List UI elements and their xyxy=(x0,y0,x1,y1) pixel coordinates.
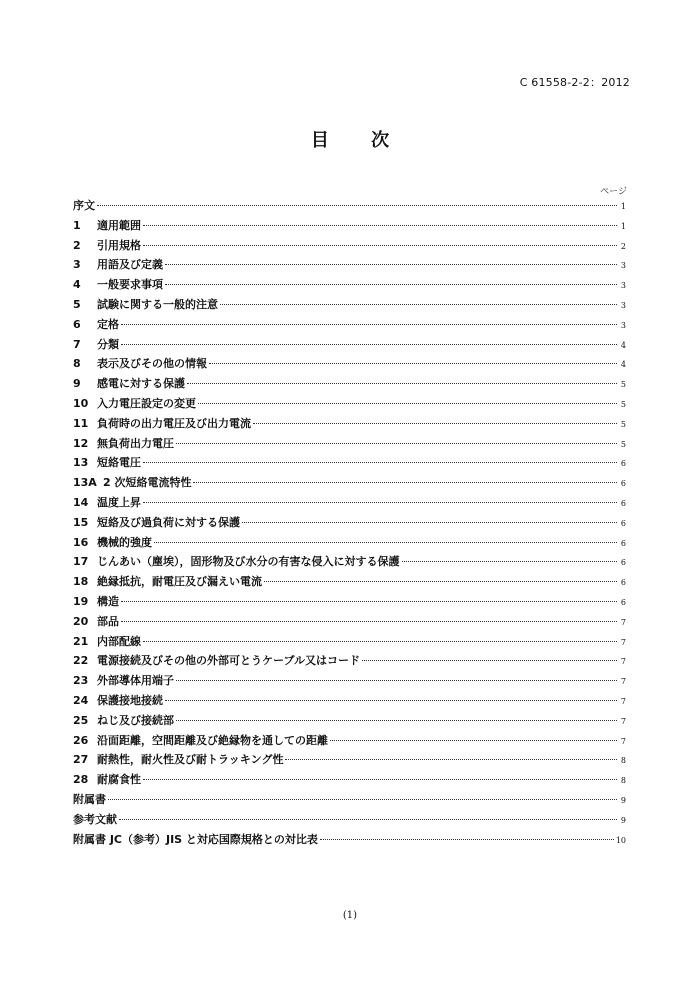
table-of-contents xyxy=(73,197,626,850)
page-title: 目 次 xyxy=(310,130,408,151)
toc-entry[interactable] xyxy=(73,831,626,851)
toc-entry-label: 附属書 xyxy=(73,792,106,806)
dot-leader xyxy=(121,344,617,345)
dot-leader xyxy=(121,621,617,622)
toc-entry-page: 6 xyxy=(620,538,626,548)
toc-entry-page: 5 xyxy=(620,439,626,449)
toc-entry-label: 絶縁抵抗，耐電圧及び漏えい電流 xyxy=(97,575,262,589)
toc-entry[interactable] xyxy=(73,672,626,692)
toc-entry-number: 20 xyxy=(73,614,89,628)
dot-leader xyxy=(220,304,617,305)
toc-entry-page: 5 xyxy=(620,419,626,429)
toc-entry-number: 18 xyxy=(73,575,89,589)
toc-entry-number: 26 xyxy=(73,733,89,747)
toc-entry-label: 構造 xyxy=(97,594,119,608)
toc-entry[interactable] xyxy=(73,534,626,554)
toc-entry-label: 分類 xyxy=(97,337,119,351)
toc-entry-label: 一般要求事項 xyxy=(97,278,163,292)
dot-leader xyxy=(320,839,614,840)
toc-entry[interactable] xyxy=(73,494,626,514)
toc-entry-page: 3 xyxy=(620,300,626,310)
toc-entry-number: 7 xyxy=(73,337,81,351)
toc-entry-page: 3 xyxy=(620,320,626,330)
toc-entry-label: 耐熱性，耐火性及び耐トラッキング性 xyxy=(97,753,284,767)
toc-entry-page: 7 xyxy=(620,657,626,667)
toc-entry-label: 負荷時の出力電圧及び出力電流 xyxy=(97,416,251,430)
dot-leader xyxy=(330,740,617,741)
toc-entry-page: 7 xyxy=(620,677,626,687)
dot-leader xyxy=(176,680,617,681)
toc-entry-number: 19 xyxy=(73,594,89,608)
toc-entry[interactable] xyxy=(73,553,626,573)
toc-entry-page: 6 xyxy=(620,479,626,489)
dot-leader xyxy=(187,383,617,384)
toc-entry-label: 外部導体用端子 xyxy=(97,674,174,688)
dot-leader xyxy=(108,799,617,800)
toc-entry-page: 8 xyxy=(620,776,626,786)
toc-entry-label: 定格 xyxy=(97,317,119,331)
toc-entry-page: 7 xyxy=(620,716,626,726)
toc-entry[interactable] xyxy=(73,237,626,257)
toc-entry[interactable] xyxy=(73,395,626,415)
toc-entry-page: 7 xyxy=(620,617,626,627)
dot-leader xyxy=(97,205,617,206)
dot-leader xyxy=(154,542,617,543)
toc-entry-label: 保護接地接続 xyxy=(97,693,163,707)
toc-entry[interactable] xyxy=(73,771,626,791)
toc-entry-page: 6 xyxy=(620,518,626,528)
toc-entry-label: じんあい（塵埃），固形物及び水分の有害な侵入に対する保護 xyxy=(97,555,400,569)
toc-entry[interactable] xyxy=(73,811,626,831)
toc-entry[interactable] xyxy=(73,336,626,356)
toc-entry-page: 8 xyxy=(620,756,626,766)
dot-leader xyxy=(165,700,617,701)
toc-entry-page: 9 xyxy=(620,795,626,805)
toc-entry-number: 24 xyxy=(73,693,89,707)
toc-entry-page: 4 xyxy=(620,360,626,370)
toc-entry-page: 5 xyxy=(620,399,626,409)
toc-entry-page: 7 xyxy=(620,736,626,746)
toc-entry-label: 適用範囲 xyxy=(97,218,141,232)
dot-leader xyxy=(119,819,617,820)
toc-entry-label: 温度上昇 xyxy=(97,495,141,509)
toc-entry-page: 6 xyxy=(620,578,626,588)
dot-leader xyxy=(143,779,617,780)
dot-leader xyxy=(143,502,617,503)
toc-entry-number: 17 xyxy=(73,555,89,569)
toc-entry-label: 序文 xyxy=(73,199,95,212)
toc-entry-number: 27 xyxy=(73,753,89,767)
page-folio: (1) xyxy=(342,910,358,921)
toc-entry[interactable] xyxy=(73,197,626,217)
toc-entry-page: 3 xyxy=(620,281,626,291)
toc-entry-number: 9 xyxy=(73,377,81,391)
toc-entry[interactable] xyxy=(73,217,626,237)
toc-entry-label: 電源接続及びその他の外部可とうケーブル又はコード xyxy=(97,654,361,668)
toc-entry[interactable] xyxy=(73,256,626,276)
toc-entry-label: 参考文献 xyxy=(73,812,117,826)
toc-entry[interactable] xyxy=(73,732,626,752)
toc-entry[interactable] xyxy=(73,751,626,771)
toc-entry-label: 沿面距離，空間距離及び絶縁物を通しての距離 xyxy=(97,733,328,747)
dot-leader xyxy=(176,720,617,721)
toc-entry[interactable] xyxy=(73,355,626,375)
dot-leader xyxy=(165,264,617,265)
toc-entry-number: 12 xyxy=(73,436,89,450)
toc-entry-label: 用語及び定義 xyxy=(97,258,163,272)
toc-entry[interactable] xyxy=(73,573,626,593)
toc-entry-page: 7 xyxy=(620,637,626,647)
toc-entry-page: 6 xyxy=(620,597,626,607)
toc-entry[interactable] xyxy=(73,712,626,732)
toc-entry-number: 11 xyxy=(73,416,89,430)
toc-entry-number: 16 xyxy=(73,535,89,549)
toc-entry-number: 1 xyxy=(73,218,81,232)
toc-entry[interactable] xyxy=(73,474,626,494)
toc-entry-number: 25 xyxy=(73,713,89,727)
toc-entry-number: 23 xyxy=(73,674,89,688)
toc-entry[interactable] xyxy=(73,652,626,672)
toc-entry-label: 内部配線 xyxy=(97,634,141,648)
dot-leader xyxy=(193,482,617,483)
toc-entry-number: 5 xyxy=(73,297,81,311)
toc-entry[interactable] xyxy=(73,613,626,633)
toc-entry-number: 3 xyxy=(73,258,81,272)
dot-leader xyxy=(143,245,617,246)
dot-leader xyxy=(143,462,617,463)
toc-entry-label: 表示及びその他の情報 xyxy=(97,357,207,371)
toc-entry-number: 2 xyxy=(73,238,81,252)
page-column-label: ページ xyxy=(600,187,627,197)
toc-entry-page: 6 xyxy=(620,498,626,508)
dot-leader xyxy=(242,522,617,523)
toc-entry-label: 附属書 JC（参考）JIS と対応国際規格との対比表 xyxy=(73,832,318,846)
dot-leader xyxy=(143,641,617,642)
toc-entry[interactable] xyxy=(73,316,626,336)
toc-entry[interactable] xyxy=(73,514,626,534)
toc-entry-page: 6 xyxy=(620,558,626,568)
toc-entry[interactable] xyxy=(73,435,626,455)
toc-entry-number: 15 xyxy=(73,515,89,529)
toc-entry-page: 9 xyxy=(620,815,626,825)
toc-entry-number: 10 xyxy=(73,396,89,410)
toc-entry-page: 7 xyxy=(620,696,626,706)
toc-entry-number: 13 xyxy=(73,456,89,470)
toc-entry-label: ねじ及び接続部 xyxy=(97,713,174,727)
dot-leader xyxy=(176,443,617,444)
dot-leader xyxy=(121,601,617,602)
toc-entry-label: 機械的強度 xyxy=(97,535,152,549)
toc-entry[interactable] xyxy=(73,633,626,653)
toc-entry-label: 短絡電圧 xyxy=(97,456,141,470)
toc-entry-number: 6 xyxy=(73,317,81,331)
toc-entry[interactable] xyxy=(73,454,626,474)
dot-leader xyxy=(121,324,617,325)
toc-entry-label: 入力電圧設定の変更 xyxy=(97,396,196,410)
dot-leader xyxy=(362,660,617,661)
toc-entry-page: 2 xyxy=(620,241,626,251)
toc-entry-page: 1 xyxy=(620,202,626,211)
toc-entry-label: 部品 xyxy=(97,614,119,628)
toc-entry-label: 2 次短絡電流特性 xyxy=(103,476,192,490)
toc-entry[interactable] xyxy=(73,375,626,395)
toc-entry-label: 耐腐食性 xyxy=(97,773,141,787)
toc-entry[interactable] xyxy=(73,593,626,613)
toc-entry-label: 試験に関する一般的注意 xyxy=(97,297,218,311)
toc-entry-number: 13A xyxy=(73,476,97,490)
toc-entry-page: 4 xyxy=(620,340,626,350)
dot-leader xyxy=(285,759,617,760)
toc-entry-number: 22 xyxy=(73,654,89,668)
toc-entry[interactable] xyxy=(73,415,626,435)
toc-entry-label: 引用規格 xyxy=(97,238,141,252)
document-code: C 61558-2-2：2012 xyxy=(519,76,630,89)
toc-entry-number: 28 xyxy=(73,773,89,787)
toc-entry-label: 感電に対する保護 xyxy=(97,377,185,391)
toc-entry-label: 無負荷出力電圧 xyxy=(97,436,174,450)
dot-leader xyxy=(209,363,617,364)
dot-leader xyxy=(402,561,618,562)
toc-entry[interactable] xyxy=(73,276,626,296)
dot-leader xyxy=(165,284,617,285)
toc-entry-number: 14 xyxy=(73,495,89,509)
dot-leader xyxy=(143,225,617,226)
toc-entry-page: 3 xyxy=(620,261,626,271)
dot-leader xyxy=(198,403,617,404)
toc-entry-page: 5 xyxy=(620,380,626,390)
toc-entry-number: 4 xyxy=(73,278,81,292)
toc-entry-page: 1 xyxy=(620,221,626,231)
toc-entry-number: 21 xyxy=(73,634,89,648)
toc-entry[interactable] xyxy=(73,692,626,712)
dot-leader xyxy=(253,423,617,424)
toc-entry-page: 6 xyxy=(620,459,626,469)
dot-leader xyxy=(264,581,617,582)
toc-entry-label: 短絡及び過負荷に対する保護 xyxy=(97,515,240,529)
toc-entry[interactable] xyxy=(73,296,626,316)
toc-entry-number: 8 xyxy=(73,357,81,371)
toc-entry-page: 10 xyxy=(615,835,626,845)
toc-entry[interactable] xyxy=(73,791,626,811)
